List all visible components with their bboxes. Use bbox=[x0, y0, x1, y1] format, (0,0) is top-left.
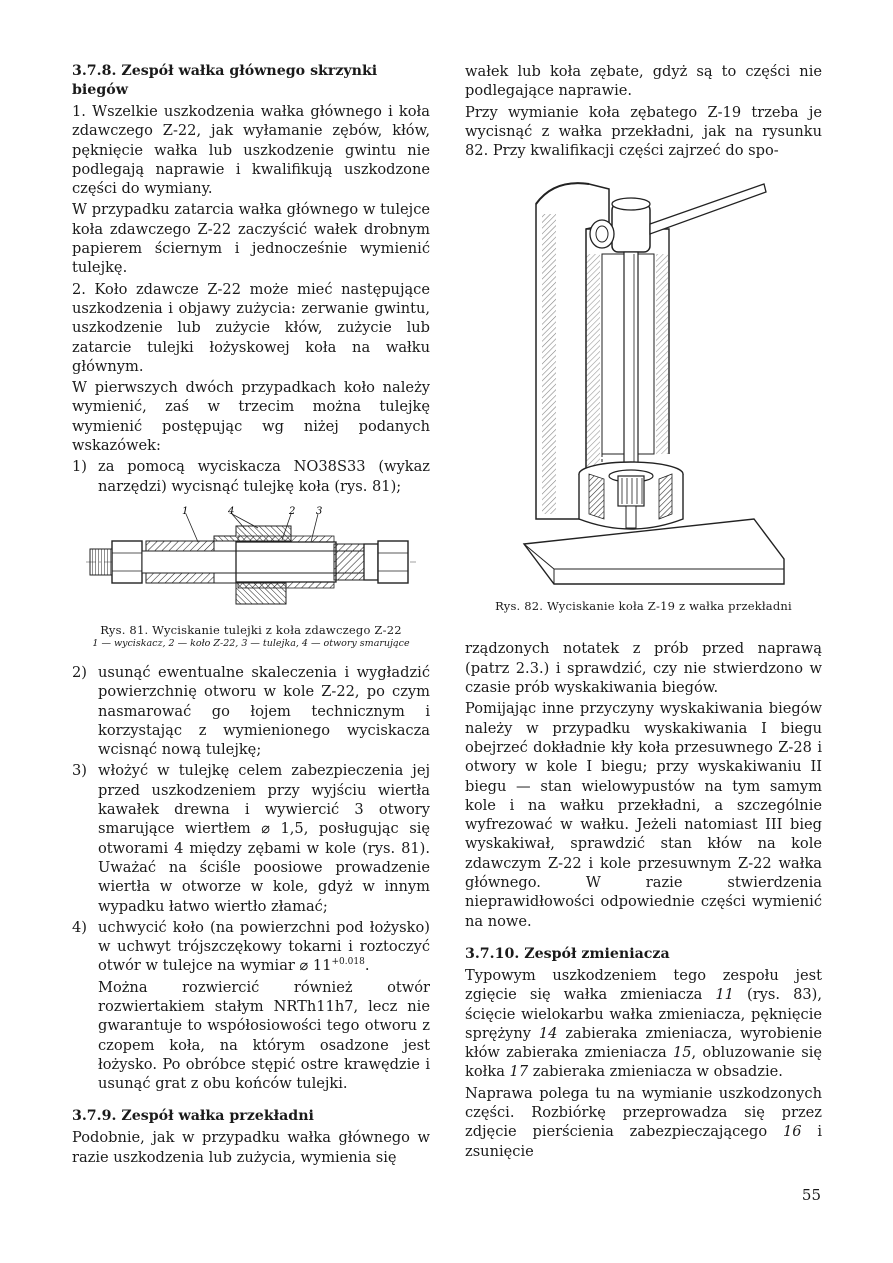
figure-label: 1 bbox=[182, 505, 189, 517]
figure-82-caption: Rys. 82. Wyciskanie koła Z-19 z wałka przekładni bbox=[495, 599, 792, 614]
step-number: 3) bbox=[72, 762, 87, 780]
step-text bbox=[98, 918, 430, 1094]
ref-number: 14 bbox=[538, 1024, 558, 1042]
text-run: Naprawa polega tu na wymianie uszkodzonych części. Rozbiórkę przeprowadza się przez zdjęcie pierścienia zabezpieczającego bbox=[465, 1084, 822, 1141]
figure-label: 3 bbox=[316, 505, 323, 517]
paragraph bbox=[465, 1084, 822, 1161]
figure-label: 2 bbox=[289, 505, 296, 517]
paragraph: 1. Wszelkie uszkodzenia wałka głównego i koła zdawczego Z-22, jak wyłamanie zębów, kłów, pęknięcie wałka lub uszkodzenie gwintu nie podlegają naprawie i kwalifikują uszkodzone części do wymiany. bbox=[72, 103, 430, 198]
figure-81-caption: Rys. 81. Wyciskanie tulejki z koła zdawczego Z-22 bbox=[100, 622, 402, 637]
step-text-part: Można rozwiercić również otwór rozwiertakiem stałym NRTh11h7, lecz nie gwarantuje to współosiowości tego otworu z czopem koła, na którym osadzone jest łożysko. Po obróbce stępić ostre krawędzie i usunąć grat z obu końców tulejki. bbox=[98, 978, 430, 1093]
step-text: usunąć ewentualne skaleczenia i wygładzić powierzchnię otworu w kole Z-22, po czym nasmarować go łojem technicznym i korzystając z wymienionego wyciskacza wcisnąć nową tulejkę; bbox=[98, 663, 430, 759]
section-heading-3-7-10: 3.7.10. Zespół zmieniacza bbox=[465, 945, 670, 962]
text-run: , obluzowanie się kołka bbox=[465, 1044, 823, 1081]
paragraph bbox=[465, 966, 822, 1082]
text-run: zabieraka zmieniacza, wyrobienie kłów zabieraka zmieniacza bbox=[465, 1024, 822, 1062]
paragraph: wałek lub koła zębate, gdyż są to części nie podlegające naprawie. bbox=[465, 63, 822, 100]
left-column bbox=[72, 62, 430, 1167]
figure-label: 4 bbox=[228, 505, 235, 517]
figure-81-drawing bbox=[86, 506, 416, 618]
tolerance: +0.018 bbox=[331, 957, 365, 968]
section-heading-3-7-9: 3.7.9. Zespół wałka przekładni bbox=[72, 1108, 314, 1125]
step-text-part: uchwycić koło (na powierzchni pod łożysko) w uchwyt trójszczękowy tokarni i roztoczyć otwór w tulejce na wymiar ⌀ 11 bbox=[98, 918, 430, 975]
ref-number: 11 bbox=[715, 986, 734, 1004]
paragraph: rządzonych notatek z prób przed naprawą (patrz 2.3.) i sprawdzić, czy nie stwierdzono w czasie prób wyskakiwania biegów. bbox=[465, 640, 822, 697]
step-number: 2) bbox=[72, 663, 87, 681]
step-number: 4) bbox=[72, 918, 87, 936]
text-run: (rys. 83), ścięcie wielokarbu wałka zmieniacza, pęknięcie sprężyny bbox=[465, 986, 822, 1042]
step-text-part: . bbox=[364, 957, 370, 975]
figure-81-legend: 1 — wyciskacz, 2 — koło Z-22, 3 — tulejka, 4 — otwory smarujące bbox=[92, 637, 410, 649]
right-column bbox=[465, 62, 822, 1161]
ref-number: 17 bbox=[509, 1063, 529, 1081]
step-text: za pomocą wyciskacza NO38S33 (wykaz narzędzi) wycisnąć tulejkę koła (rys. 81); bbox=[98, 458, 430, 495]
step-item bbox=[72, 918, 430, 1094]
ref-number: 15 bbox=[672, 1044, 692, 1062]
paragraph: Podobnie, jak w przypadku wałka głównego w razie uszkodzenia lub zużycia, wymienia się bbox=[72, 1129, 430, 1166]
text-run: Typowym uszkodzeniem tego zespołu jest zgięcie się wałka zmieniacza bbox=[465, 966, 822, 1004]
step-number: 1) bbox=[72, 458, 87, 476]
paragraph: W przypadku zatarcia wałka głównego w tulejce koła zdawczego Z-22 zaczyścić wałek drobnym papierem ściernym i jednocześnie wymienić tulejkę. bbox=[72, 201, 430, 277]
steps-list-b bbox=[72, 663, 430, 1094]
paragraph: 2. Koło zdawcze Z-22 może mieć następujące uszkodzenia i objawy zużycia: zerwanie gwintu, uszkodzenie lub zużycie kłów, zużycie lub zatarcie tulejki łożyskowej koła na wałku głównym. bbox=[72, 280, 430, 375]
page-number: 55 bbox=[801, 1186, 821, 1204]
text-run: zabieraka zmieniacza w obsadzie. bbox=[528, 1063, 783, 1081]
paragraph: W pierwszych dwóch przypadkach koło należy wymienić, zaś w trzecim można tulejkę wymienić postępując wg niżej podanych wskazówek: bbox=[72, 379, 430, 455]
step-item bbox=[72, 663, 430, 759]
step-text: włożyć w tulejkę celem zabezpieczenia jej przed uszkodzeniem przy wyjściu wiertła kawałek drewna i wywiercić 3 otwory smarujące wiertłem ⌀ 1,5, posługując się otworami 4 między zębami w kole (rys. 81). Uważać na ściśle poosiowe prowadzenie wiertła w otworze w kole, gdyż w innym wypadku łatwo wiertło złamać; bbox=[98, 762, 430, 915]
section-heading-3-7-8: 3.7.8. Zespół wałka głównego skrzynki biegów bbox=[72, 63, 378, 98]
steps-list-a bbox=[72, 457, 430, 496]
step-item bbox=[72, 761, 430, 915]
ref-number: 16 bbox=[782, 1123, 802, 1141]
paragraph: Przy wymianie koła zębatego Z-19 trzeba je wycisnąć z wałka przekładni, jak na rysunku 82. Przy kwalifikacji części zajrzeć do spo- bbox=[465, 103, 822, 160]
step-item bbox=[72, 457, 430, 496]
paragraph: Pomijając inne przyczyny wyskakiwania biegów należy w przypadku wyskakiwania I biegu obejrzeć dokładnie kły koła przesuwnego Z-28 i otwory w kole I biegu; przy wyskakiwaniu II biegu — stan wielowypustów na tym samym kole i na wałku przekładni, a szczególnie wyfrezować w wałku. Jeżeli natomiast III bieg wyskakiwał, sprawdzić stan kłów na kole zdawczym Z-22 i kole przesuwnym Z-22 wałka głównego. W razie stwierdzenia nieprawidłowości odpowiednie części wymienić na nowe. bbox=[465, 700, 822, 930]
figure-82-drawing bbox=[494, 174, 794, 594]
text-run: i zsunięcie bbox=[465, 1123, 823, 1160]
